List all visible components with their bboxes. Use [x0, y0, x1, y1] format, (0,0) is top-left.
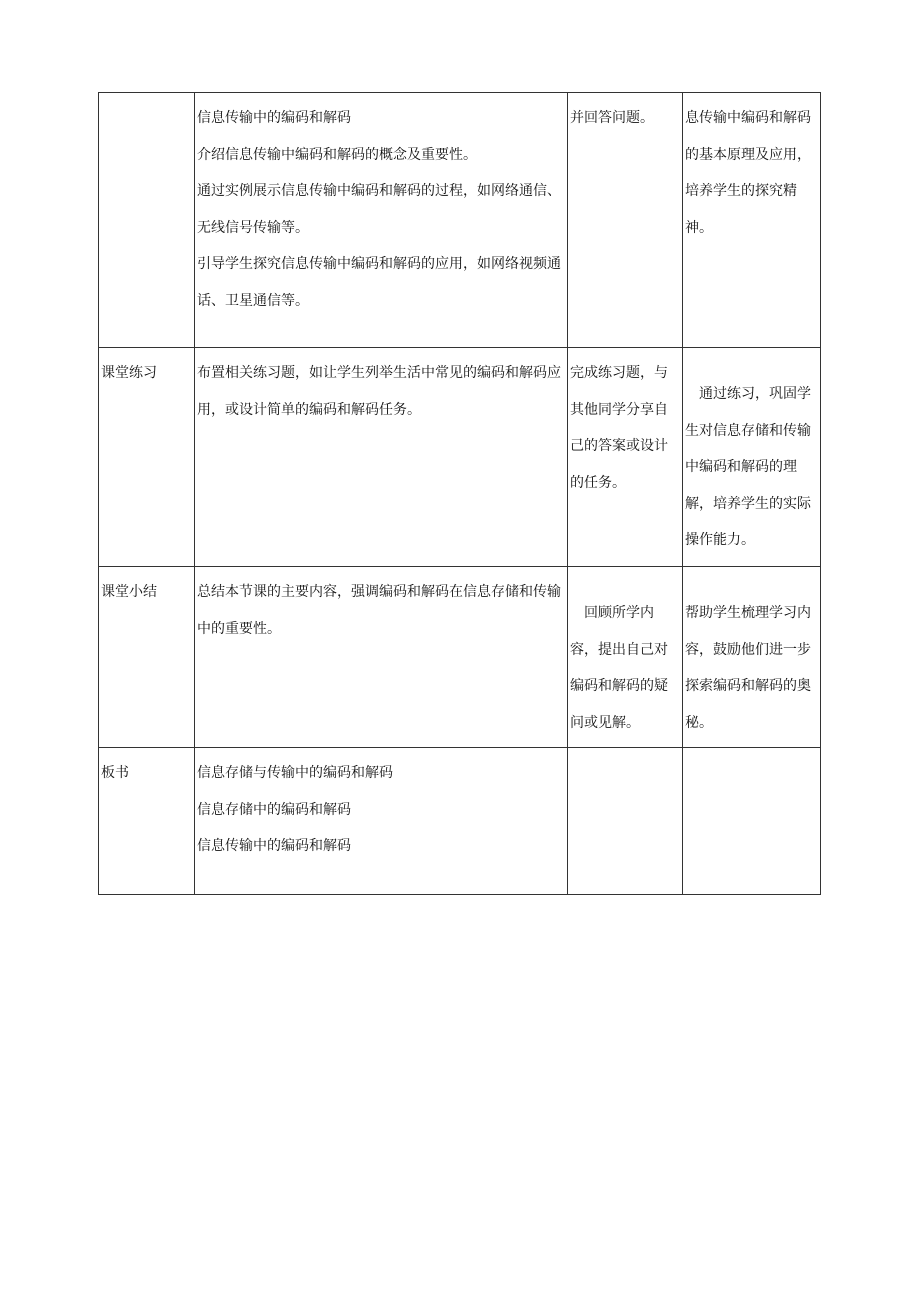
table-row: [99, 348, 821, 567]
design-intent-cell: [683, 93, 821, 348]
content-paragraph: 通过实例展示信息传输中编码和解码的过程，如网络通信、无线信号传输等。: [197, 183, 561, 236]
stage-label: 课堂练习: [101, 365, 157, 381]
stage-label: 板书: [101, 765, 129, 781]
student-activity-cell: [568, 93, 683, 348]
stage-cell: [99, 348, 195, 567]
content-paragraph: 总结本节课的主要内容，强调编码和解码在信息存储和传输中的重要性。: [197, 584, 561, 637]
board-line: 信息存储中的编码和解码: [197, 801, 351, 818]
content-cell: [195, 567, 568, 748]
design-intent-text: 息传输中编码和解码的基本原理及应用，培养学生的探究精神。: [685, 110, 811, 236]
stage-label: 课堂小结: [101, 584, 157, 600]
stage-cell: [99, 567, 195, 748]
design-intent-cell: [683, 348, 821, 567]
design-intent-text: 通过练习，巩固学生对信息存储和传输中编码和解码的理解，培养学生的实际操作能力。: [685, 386, 811, 548]
content-cell: [195, 348, 568, 567]
student-activity-text: 完成练习题，与其他同学分享自己的答案或设计的任务。: [570, 365, 668, 491]
design-intent-cell: [683, 748, 821, 895]
content-paragraph: 布置相关练习题，如让学生列举生活中常见的编码和解码应用，或设计简单的编码和解码任务。: [197, 365, 561, 418]
content-paragraph: 信息传输中的编码和解码: [197, 110, 351, 126]
content-paragraph: 引导学生探究信息传输中编码和解码的应用，如网络视频通话、卫星通信等。: [197, 256, 561, 309]
content-cell: [195, 93, 568, 348]
lesson-plan-table: [98, 92, 821, 895]
content-paragraph: 介绍信息传输中编码和解码的概念及重要性。: [197, 146, 477, 163]
student-activity-cell: [568, 567, 683, 748]
board-line: 信息传输中的编码和解码: [197, 838, 351, 854]
table-row: [99, 567, 821, 748]
board-line: 信息存储与传输中的编码和解码: [197, 765, 393, 781]
stage-cell: [99, 748, 195, 895]
table-row: [99, 748, 821, 895]
design-intent-cell: [683, 567, 821, 748]
student-activity-text: 并回答问题。: [570, 110, 654, 126]
stage-cell: [99, 93, 195, 348]
content-cell: [195, 748, 568, 895]
student-activity-text: 回顾所学内容，提出自己对编码和解码的疑问或见解。: [570, 605, 668, 731]
table-row: [99, 93, 821, 348]
student-activity-cell: [568, 348, 683, 567]
design-intent-text: 帮助学生梳理学习内容，鼓励他们进一步探索编码和解码的奥秘。: [685, 605, 811, 731]
student-activity-cell: [568, 748, 683, 895]
